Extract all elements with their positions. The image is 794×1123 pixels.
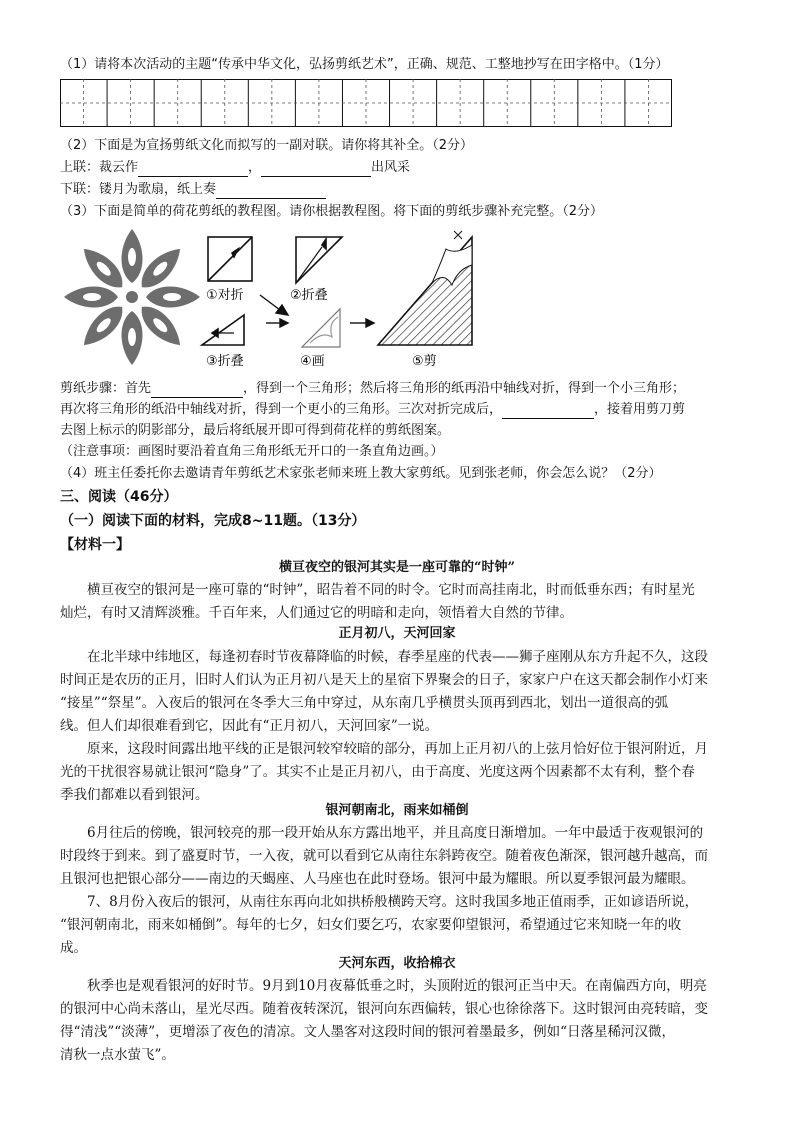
p5-line: 得“清浅”“淡薄”，更增添了夜色的清凉。文人墨客对这段时间的银河着墨最多，例如“日落星稀河汉微， [60, 1024, 676, 1040]
p5-line: 的银河中心尚未落山，星光尽西。随着夜转深沉，银河向东西偏转，银心也徐徐落下。这时银河由亮转暗，变 [60, 1001, 708, 1017]
section-heading: 三、阅读（46分） [60, 489, 178, 505]
p2-line: 光的干扰很容易就让银河“隐身”了。其实不止是正月初八，由于高度、光度这两个因素都不太有利，整个春 [60, 764, 695, 780]
question-4: （4）班主任委托你去邀请青年剪纸艺术家张老师来班上教大家剪纸。见到张老师，你会怎么说？（2分） [60, 466, 662, 481]
step2-label: ②折叠 [290, 288, 328, 303]
steps-line-3: 去图上标示的阴影部分，最后将纸展开即可得到荷花样的剪纸图案。 [60, 423, 451, 438]
intro-line: 灿烂，有时又清辉淡雅。千百年来，人们通过它的明暗和走向，领悟着大自然的节律。 [60, 605, 573, 621]
step4-drawing-diagram [302, 309, 340, 347]
blank-2 [261, 162, 371, 177]
subheading-2: 银河朝南北，雨来如桶倒 [325, 803, 469, 818]
p4-line: 7、8月份入夜后的银河，从南往东再向北如拱桥般横跨天穹。这时我国多地正值雨季，正如谚语所说， [87, 894, 699, 910]
steps-line-1 [60, 380, 685, 398]
step1-square-diagram [208, 237, 252, 281]
p1-line: “接星”“祭星”。入夜后的银河在冬季大三角中穿过，从东南几乎横贯头顶再到西北，划出一道很高的弧 [60, 695, 669, 711]
p2-line: 季我们都难以看到银河。 [60, 787, 209, 803]
subheading-1: 正月初八，天河回家 [338, 626, 456, 641]
steps-mid: ，得到一个三角形；然后将三角形的纸再沿中轴线对折，得到一个小三角形； [243, 381, 686, 396]
p1-line: 线。但人们却很难看到它，因此有“正月初八，天河回家”一说。 [60, 718, 439, 734]
paragraph-3 [60, 822, 734, 891]
subheading-3: 天河东西，收拾棉衣 [338, 956, 456, 971]
step3-triangle-diagram [202, 315, 244, 345]
p4-line: “银河朝南北，雨来如桶倒”。每年的七夕，妇女们要乞巧，农家要仰望银河，希望通过它来知晓一年的收 [60, 917, 682, 933]
p1-line: 在北半球中纬地区，每逢初春时节夜幕降临的时候，春季星座的代表——狮子座刚从东方升起不久，这段 [87, 649, 708, 665]
tianzige-grid [60, 79, 672, 127]
p3-line: 时段终于到来。到了盛夏时节，一入夜，就可以看到它从南往东斜跨夜空。随着夜色渐深，银河越升越高，而 [60, 848, 708, 864]
steps-after: ，接着用剪刀剪 [594, 402, 686, 417]
couplet-lower [60, 181, 326, 199]
p1-line: 时间正是农历的正月，旧时人们认为正月初八是天上的星宿下界聚会的日子，家家户户在这天都会制作小灯来 [60, 672, 708, 688]
p5-line: 清秋一点水萤飞”。 [60, 1047, 175, 1063]
question-1: （1）请将本次活动的主题“传承中华文化，弘扬剪纸艺术”，正确、规范、工整地抄写在田字格中。（1分） [60, 57, 669, 72]
step2-triangle-diagram [296, 237, 342, 283]
blank-5 [502, 404, 594, 419]
question-2: （2）下面是为宣扬剪纸文化而拟写的一副对联。请你将其补全。（2分） [60, 138, 474, 153]
p4-line: 成。 [60, 940, 87, 956]
step4-label: ④画 [300, 354, 325, 369]
material-label: 【材料一】 [60, 537, 130, 553]
blank-1 [138, 162, 248, 177]
couplet-upper-sep: ， [248, 160, 262, 175]
step5-cut-diagram [378, 231, 472, 345]
part-heading: （一）阅读下面的材料，完成8~11题。（13分） [60, 513, 366, 529]
papercut-tutorial-figure [60, 225, 480, 375]
step3-label: ③折叠 [206, 354, 244, 369]
paragraph-4 [60, 891, 734, 960]
step1-label: ①对折 [206, 288, 244, 303]
lotus-papercut-image [64, 229, 200, 365]
paragraph-5 [60, 975, 734, 1067]
couplet-upper-start: 上联：裁云作 [60, 160, 139, 175]
couplet-lower-start: 下联：镂月为歌扇，纸上奏 [60, 182, 217, 197]
blank-4 [151, 383, 243, 398]
intro-line: 横亘夜空的银河是一座可靠的“时钟”，昭告着不同的时令。它时而高挂南北，时而低垂东西；有时星光 [87, 582, 695, 598]
p3-line: 且银河也把银心部分——南边的天蝎座、人马座也在此时登场。银河中最为耀眼。所以夏季银河最为耀眼。 [60, 871, 695, 887]
blank-3 [216, 184, 326, 199]
paragraph-1 [60, 646, 734, 738]
article-title: 横亘夜空的银河其实是一座可靠的“时钟” [279, 560, 515, 575]
steps-line-2 [60, 401, 685, 419]
step5-label: ⑤剪 [412, 354, 437, 369]
couplet-upper [60, 159, 410, 177]
steps-prefix: 剪纸步骤：首先 [60, 381, 152, 396]
couplet-upper-end: 出风采 [371, 160, 411, 175]
p2-line: 原来，这段时间露出地平线的正是银河较窄较暗的部分，再加上正月初八的上弦月恰好位于银河附近，月 [87, 741, 708, 757]
note-text: （注意事项：画图时要沿着直角三角形纸无开口的一条直角边画。） [60, 444, 444, 459]
steps-cont: 再次将三角形的纸沿中轴线对折，得到一个更小的三角形。三次对折完成后， [60, 402, 503, 417]
article-intro [60, 579, 734, 625]
p5-line: 秋季也是观看银河的好时节。9月到10月夜幕低垂之时，头顶附近的银河正当中天。在南偏西方向，明亮 [87, 978, 707, 994]
question-3: （3）下面是简单的荷花剪纸的教程图。请你根据教程图。将下面的剪纸步骤补充完整。（2分） [60, 204, 604, 219]
p3-line: 6月往后的傍晚，银河较亮的那一段开始从东方露出地平，并且高度日渐增加。一年中最适于夜观银河的 [87, 825, 704, 841]
paragraph-2 [60, 738, 734, 807]
